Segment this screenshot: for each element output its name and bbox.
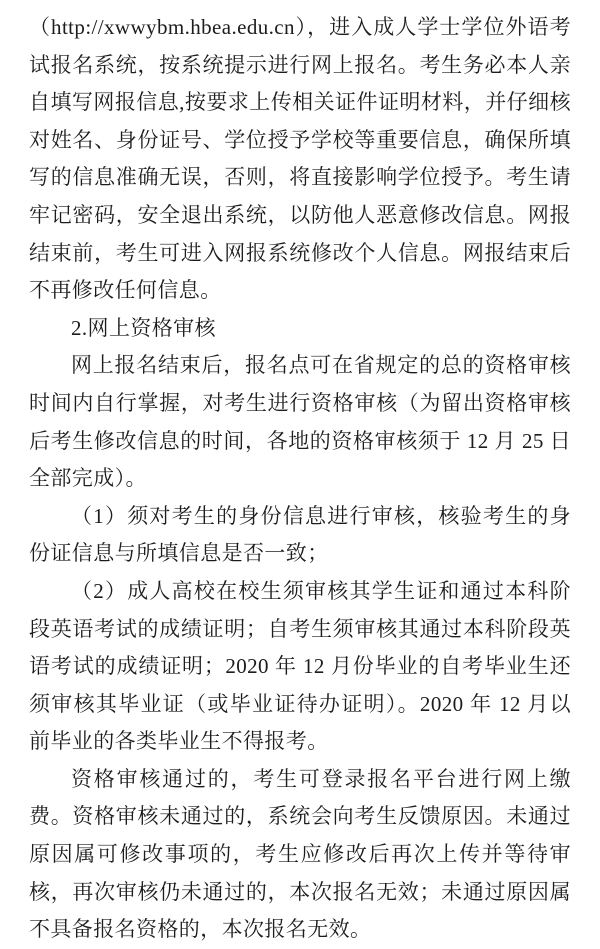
paragraph-item-2-student-certificates: （2）成人高校在校生须审核其学生证和通过本科阶段英语考试的成绩证明；自考生须审核其通过本科阶段英语考试的成绩证明；2020 年 12 月份毕业的自考毕业生还须审核其毕业证（或毕业证待办证明）。2020 年 12 月以前毕业的各类毕业生不得报考。 — [29, 578, 571, 754]
document-body — [29, 9, 571, 949]
paragraph-review-schedule: 网上报名结束后，报名点可在省规定的总的资格审核时间内自行掌握，对考生进行资格审核（为留出资格审核后考生修改信息的时间，各地的资格审核须于 12 月 25 日全部完成）。 — [29, 353, 571, 491]
paragraph-review-result-payment: 资格审核通过的，考生可登录报名平台进行网上缴费。资格审核未通过的，系统会向考生反馈原因。未通过原因属可修改事项的，考生应修改后再次上传并等待审核，再次审核仍未通过的，本次报名无效；未通过原因属不具备报名资格的，本次报名无效。 — [29, 766, 571, 942]
paragraph-item-1-identity-check: （1）须对考生的身份信息进行审核，核验考生的身份证信息与所填信息是否一致； — [29, 503, 571, 566]
paragraph-registration-continued: （http://xwwybm.hbea.edu.cn），进入成人学士学位外语考试报名系统，按系统提示进行网上报名。考生务必本人亲自填写网报信息,按要求上传相关证件证明材料，并仔细核对姓名、身份证号、学位授予学校等重要信息，确保所填写的信息准确无误，否则，将直接影响学位授予。考生请牢记密码，安全退出系统，以防他人恶意修改信息。网报结束前，考生可进入网报系统修改个人信息。网报结束后不再修改任何信息。 — [29, 15, 571, 303]
heading-online-qualification-review: 2.网上资格审核 — [71, 315, 216, 340]
